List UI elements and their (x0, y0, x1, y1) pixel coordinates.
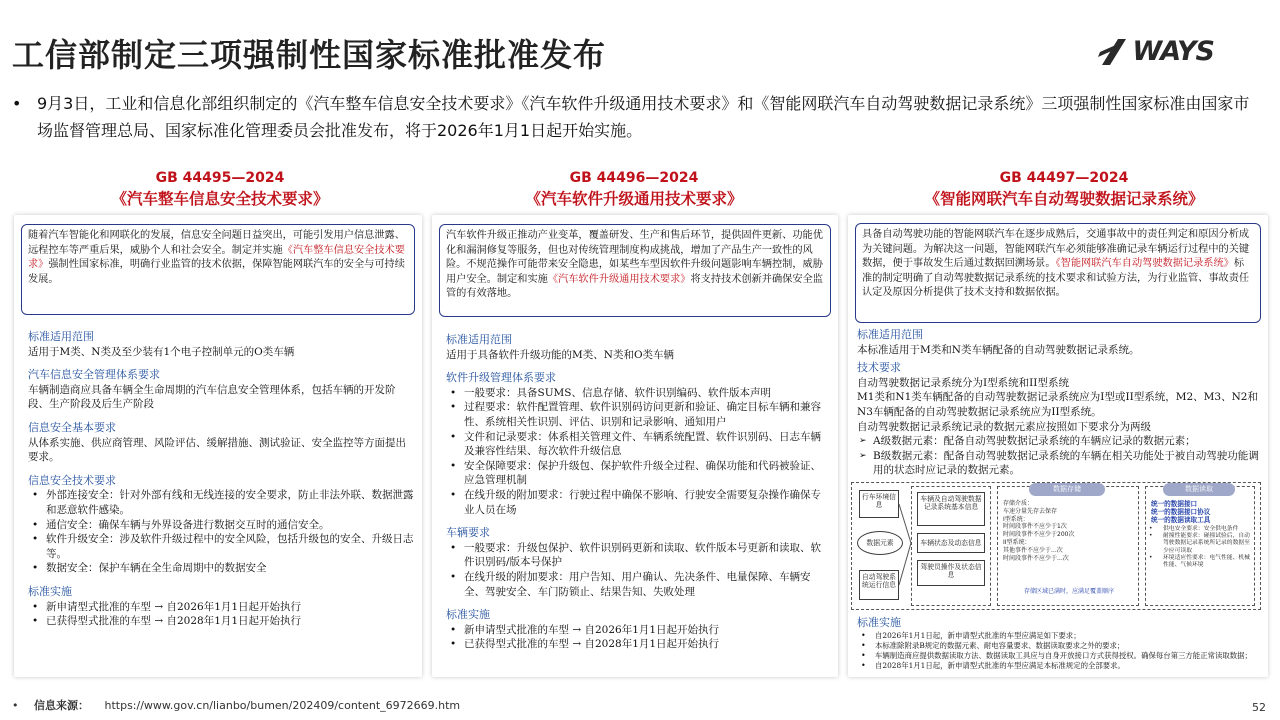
bullet-list (28, 488, 414, 576)
list-item: • 在线升级的附加要求：行驶过程中确保不影响、行驶安全需要复杂操作确保专业人员在场 (446, 488, 830, 517)
summary-text: 将支持技术创新并确保安全监管的有效落地。 (446, 273, 823, 299)
standard-name: 《汽车整车信息安全技术要求》 (111, 190, 329, 208)
storage-note: 存储区域已满时，应满足覆盖顺序 (1023, 587, 1114, 595)
column-1-card (14, 215, 422, 677)
list-item: • 过程要求：软件配置管理、软件识别码访问更新和验证、确定目标车辆和兼容性、系统相关性识别、评估、识别和记录影响、通知用户 (446, 400, 830, 429)
storage-badge: 数据存储 (1029, 483, 1105, 496)
section-title: 标准实施 (446, 608, 490, 622)
diagram-ellipse: 数据元素 (857, 531, 903, 555)
storage-line: 时间段事件不应少于...次 (1003, 554, 1069, 562)
standard-name: 《智能网联汽车自动驾驶数据记录系统》 (924, 190, 1204, 208)
summary-text: 随着汽车智能化和网联化的发展，信息安全问题日益突出，可能引发用户信息泄露、远程控车等严重后果，威胁个人和社会安全。制定并实施 (28, 230, 405, 256)
diagram-box: 自动驾驶系统运行信息 (859, 570, 899, 600)
read-line: 统一的数据接口 (1151, 499, 1198, 508)
page-number: 52 (1252, 701, 1266, 714)
summary-text: 汽车软件升级正推动产业变革，覆盖研发、生产和售后环节，提供固件更新、功能优化和漏洞修复等服务，但也对传统管理制度构成挑战，增加了产品生产一致性的风险。不规范操作可能带来安全隐患，如某些车型因软件升级问题影响车辆控制，威胁用户安全。制定和实施 (446, 230, 823, 285)
section-title: 汽车信息安全管理体系要求 (28, 368, 160, 382)
storage-line: I型系统： (1003, 515, 1029, 523)
ways-logo (1096, 36, 1214, 67)
diagram-box: 车辆及自动驾驶数据记录系统基本信息 (917, 492, 985, 526)
list-item: • 本标准除附录B规定的数据元素、耐电容量要求、数据读取要求之外的要求； (857, 641, 1262, 651)
standard-code: GB 44495—2024 (155, 170, 285, 186)
section-title: 标准实施 (28, 584, 72, 598)
arrow-list (857, 434, 1262, 478)
list-item: • 耐撞性能要求：碰撞试验后，自动驾驶数据记录系统所记录的数据至少应可读取 (1145, 533, 1255, 555)
column-3-header (864, 168, 1264, 210)
list-item: • 新申请型式批准的车型 → 自2026年1月1日起开始执行 (28, 600, 414, 615)
column-3-card (848, 215, 1268, 677)
read-details (1151, 500, 1251, 524)
diagram-box: 行车环境信息 (859, 490, 899, 518)
bullet-list (446, 541, 830, 599)
list-item: • 一般要求：具备SUMS、信息存储、软件识别编码、软件版本声明 (446, 386, 830, 401)
summary-text: 具备自动驾驶功能的智能网联汽车在逐步成熟后，交通事故中的责任判定和原因分析成为关键问题。为解决这一问题，智能网联汽车必须能够准确记录车辆运行过程中的关键数据，便于事故发生后通过数据回溯场景。 (862, 229, 1250, 269)
bullet-list (446, 386, 830, 517)
list-item: • 外部连接安全：针对外部有线和无线连接的安全要求，防止非法外联、数据泄露和恶意软件感染。 (28, 488, 414, 517)
intro-bullet-icon: • (12, 94, 22, 113)
section-text: 适用于具备软件升级功能的M类、N类和O类车辆 (446, 348, 675, 361)
column-3-body (857, 328, 1262, 671)
list-item: • 通信安全：确保车辆与外界设备进行数据交互时的通信安全。 (28, 518, 414, 533)
section-title: 标准适用范围 (857, 328, 923, 341)
summary-highlight: 《汽车整车信息安全技术要求》 (28, 244, 405, 270)
storage-details (1003, 500, 1135, 562)
list-item: • 已获得型式批准的车型 → 自2028年1月1日起开始执行 (28, 614, 414, 629)
column-2-card (432, 215, 838, 677)
column-3-summary (855, 223, 1261, 323)
intro-paragraph (12, 90, 1262, 144)
tech-line: M1类和N1类车辆配备的自动驾驶数据记录系统应为I型或II型系统，M2、M3、N2和N3车辆配备的自动驾驶数据记录系统应为II型系统。 (857, 391, 1258, 418)
logo-text: WAYS (1132, 36, 1214, 67)
list-item: • 软件升级安全：涉及软件升级过程中的安全风险，包括升级包的安全、升级日志等。 (28, 532, 414, 561)
bullet-list (446, 623, 830, 652)
column-1-summary (21, 224, 415, 315)
column-2-header (434, 168, 834, 210)
source-footer (12, 697, 460, 713)
summary-text: 标准的制定明确了自动驾驶数据记录系统的技术要求和试验方法，为行业监管、事故责任认定及原因分析提供了技术支持和数据依据。 (862, 258, 1250, 298)
intro-text: 9月3日，工业和信息化部组织制定的《汽车整车信息安全技术要求》《汽车软件升级通用技术要求》和《智能网联汽车自动驾驶数据记录系统》三项强制性国家标准由国家市场监督管理总局、国家标准化管理委员会批准发布，将于2026年1月1日起开始实施。 (37, 94, 1250, 140)
section-title: 标准适用范围 (28, 330, 94, 343)
section-text: 车辆制造商应具备车辆全生命周期的汽车信息安全管理体系，包括车辆的开发阶段、生产阶段及后生产阶段 (28, 383, 396, 411)
list-item: • 一般要求：升级包保护、软件识别码更新和读取、软件版本号更新和读取、软件识别码/版本号保护 (446, 541, 830, 570)
column-1-header (20, 168, 420, 210)
section-title: 技术要求 (857, 361, 901, 375)
summary-highlight: 《智能网联汽车自动驾驶数据记录系统》 (1055, 258, 1234, 269)
standard-name: 《汽车软件升级通用技术要求》 (525, 190, 743, 208)
storage-line: 时间段事件不应少于200次 (1003, 531, 1075, 539)
source-url[interactable]: https://www.gov.cn/lianbo/bumen/202409/content_6972669.htm (104, 699, 461, 712)
tech-line: 自动驾驶数据记录系统分为I型系统和II型系统 (857, 376, 1069, 389)
storage-line: 车速分量先存去保存 (1003, 507, 1058, 515)
list-item: • 新申请型式批准的车型 → 自2026年1月1日起开始执行 (446, 623, 830, 638)
read-notes (1145, 526, 1255, 569)
data-flow-diagram (851, 482, 1262, 612)
bullet-list (857, 631, 1262, 672)
section-title: 信息安全基本要求 (28, 420, 116, 434)
section-title: 标准适用范围 (446, 333, 512, 346)
list-item: • 在线升级的附加要求：用户告知、用户确认、先决条件、电量保障、车辆安全、驾驶安全、车门防锁止、结果告知、失败处理 (446, 570, 830, 599)
section-title: 软件升级管理体系要求 (446, 371, 556, 385)
diagram-box: 车辆状态及动态信息 (917, 533, 985, 553)
section-title: 标准实施 (857, 615, 901, 629)
summary-text: 强制性国家标准，明确行业监管的技术依据，保障智能网联汽车的安全与可持续发展。 (28, 259, 405, 285)
section-text: 从体系实施、供应商管理、风险评估、缓解措施、测试验证、安全监控等方面提出要求。 (28, 436, 406, 464)
summary-highlight: 《汽车软件升级通用技术要求》 (547, 273, 691, 285)
list-item: ➢ B级数据元素：配备自动驾驶数据记录系统的车辆在相关功能处于被自动驾驶功能调用的状态时应记录的数据元素。 (857, 449, 1262, 478)
ways-logo-icon (1096, 38, 1128, 66)
page-title: 工信部制定三项强制性国家标准批准发布 (12, 36, 607, 74)
read-line: 统一的数据读取工具 (1151, 515, 1211, 524)
column-1-body (28, 330, 414, 629)
diagram-box: 驾驶员操作及状态信息 (917, 560, 985, 586)
section-title: 信息安全技术要求 (28, 473, 116, 487)
section-title: 车辆要求 (446, 526, 490, 540)
list-item: • 已获得型式批准的车型 → 自2028年1月1日起开始执行 (446, 637, 830, 652)
list-item: ➢ A级数据元素：配备自动驾驶数据记录系统的车辆应记录的数据元素； (857, 434, 1262, 449)
storage-line: 存储介质： (1003, 499, 1034, 507)
read-badge: 数据读取 (1163, 483, 1235, 496)
list-item: • 车辆制造商应提供数据读取方法、数据读取工具应与自身开放接口方式获得授权。确保每台第三方能正常读取数据； (857, 651, 1262, 661)
list-item: • 供电安全要求：安全供电条件 (1145, 526, 1255, 533)
storage-line: 时间段事件不应少于1次 (1003, 523, 1067, 531)
tech-line: 自动驾驶数据记录系统记录的数据元素应按照如下要求分为两级 (857, 420, 1151, 433)
read-line: 统一的数据接口协议 (1151, 507, 1211, 516)
storage-line: II型系统： (1003, 538, 1031, 546)
standard-code: GB 44496—2024 (569, 170, 699, 186)
section-text: 适用于M类、N类及至少装有1个电子控制单元的O类车辆 (28, 345, 295, 358)
footer-bullet-icon: • (12, 699, 19, 712)
column-2-summary (439, 224, 831, 317)
list-item: • 安全保障要求：保护升级包、保护软件升级全过程、确保功能和代码被验证、应急管理机制 (446, 459, 830, 488)
bullet-list (28, 600, 414, 629)
list-item: • 数据安全：保护车辆在全生命周期中的数据安全 (28, 561, 414, 576)
storage-line: 其他事件不应少于...次 (1003, 546, 1063, 554)
list-item: • 自2028年1月1日起，新申请型式批准的车型应满足本标准规定的全部要求。 (857, 661, 1262, 671)
list-item: • 环境适应性要求：电气性能、机械性能、气候环境 (1145, 555, 1255, 569)
column-2-body (446, 333, 830, 652)
list-item: • 文件和记录要求：体系相关管理文件、车辆系统配置、软件识别码、日志车辆及兼容性结果、每次软件升级信息 (446, 430, 830, 459)
list-item: • 自2026年1月1日起，新申请型式批准的车型应满足如下要求； (857, 631, 1262, 641)
diagram-connectors (899, 482, 919, 610)
standard-code: GB 44497—2024 (999, 170, 1129, 186)
section-text: 本标准适用于M类和N类车辆配备的自动驾驶数据记录系统。 (857, 343, 1140, 356)
source-label: 信息来源： (34, 699, 89, 712)
